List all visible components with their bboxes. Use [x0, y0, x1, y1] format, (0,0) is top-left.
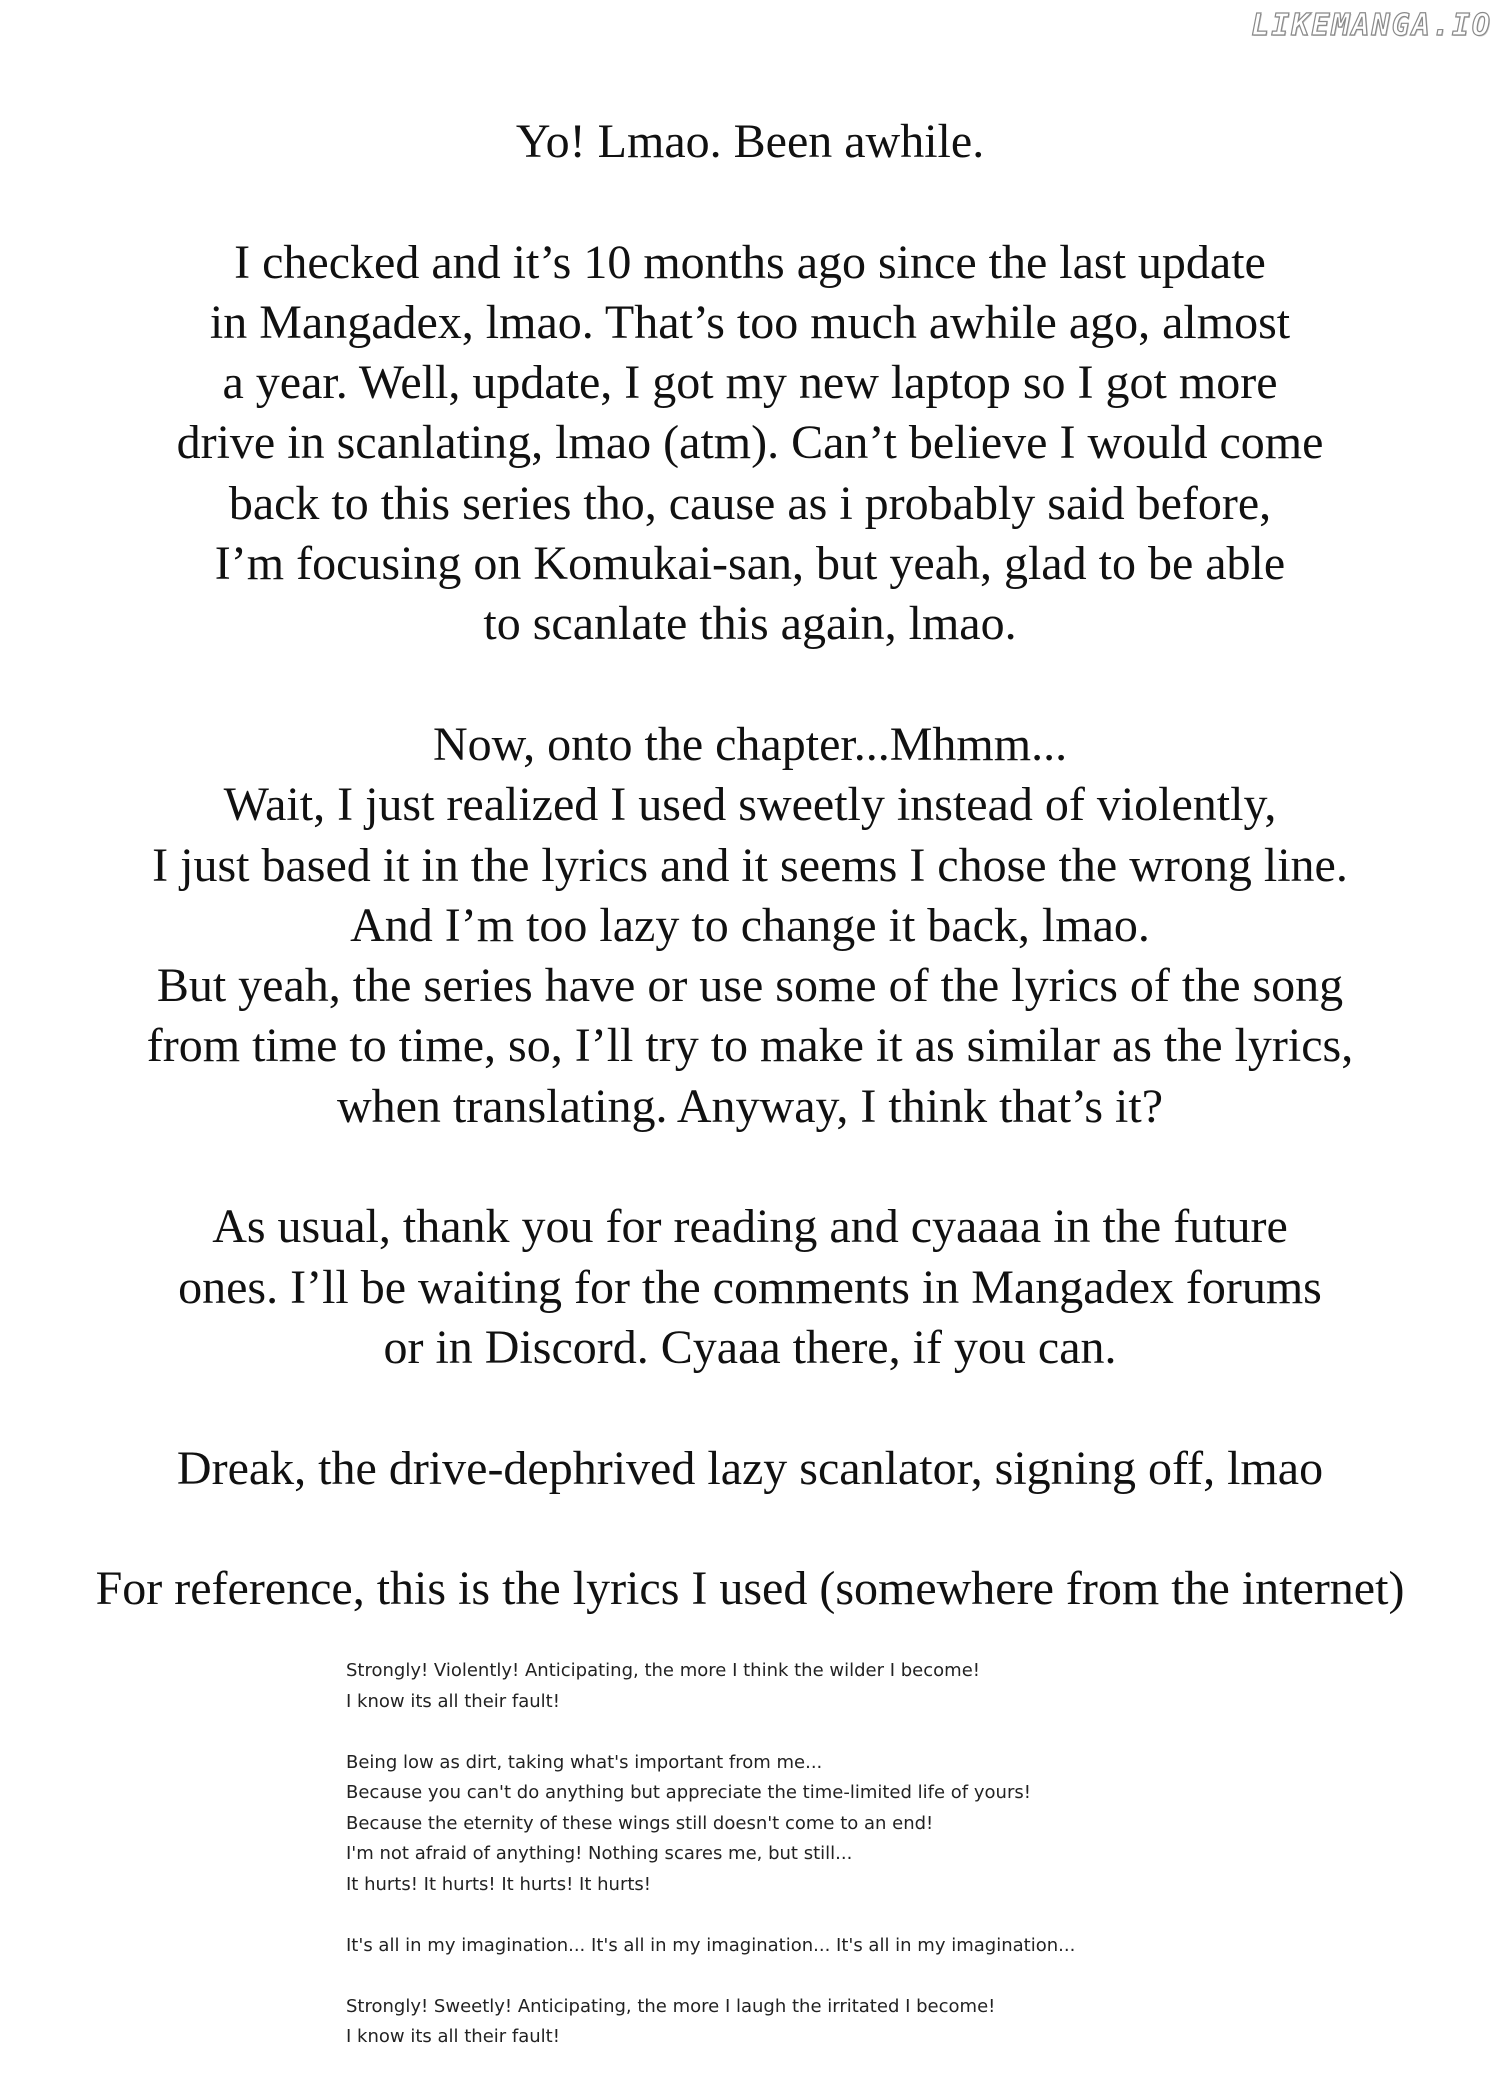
lyrics-line: I know its all their fault! [346, 1690, 560, 1712]
lyrics-line: I know its all their fault! [346, 2026, 560, 2047]
note-line: Dreak, the drive-dephrived lazy scanlator, signing off, lmao [176, 1441, 1324, 1495]
note-line: I checked and it’s 10 months ago since the last update [234, 235, 1266, 289]
lyrics-line: Because the eternity of these wings still doesn't come to an end! [346, 1812, 934, 1834]
lyrics-line: I'm not afraid of anything! Nothing scares me, but still... [346, 1843, 853, 1864]
note-line: in Mangadex, lmao. That’s too much awhile ago, almost [209, 295, 1291, 349]
note-paragraph-update [0, 233, 1500, 655]
lyrics-stanza [346, 1748, 1206, 1901]
note-line: to scanlate this again, lmao. [483, 597, 1017, 651]
lyrics-line: Being low as dirt, taking what's important from me... [346, 1751, 823, 1773]
note-paragraph-reference [0, 1559, 1500, 1619]
note-line: Now, onto the chapter...Mhmm... [432, 717, 1068, 771]
lyrics-excerpt [346, 1656, 1206, 2053]
note-line: I just based it in the lyrics and it seems I chose the wrong line. [152, 838, 1348, 892]
watermark-logo: LIKEMANGA.IO [1251, 8, 1492, 43]
note-line: ones. I’ll be waiting for the comments in Mangadex forums [178, 1260, 1322, 1314]
lyrics-stanza [346, 1931, 1206, 1962]
note-line: For reference, this is the lyrics I used (somewhere from the internet) [95, 1562, 1405, 1616]
note-line: But yeah, the series have or use some of the lyrics of the song [156, 959, 1344, 1013]
lyrics-line: Because you can't do anything but appreciate the time-limited life of yours! [346, 1782, 1031, 1803]
note-line: from time to time, so, I’ll try to make it as similar as the lyrics, [146, 1019, 1354, 1073]
lyrics-line: Strongly! Sweetly! Anticipating, the more I laugh the irritated I become! [346, 1995, 996, 2017]
note-paragraph-chapter [0, 715, 1500, 1137]
note-line: or in Discord. Cyaaa there, if you can. [383, 1320, 1117, 1374]
note-line: when translating. Anyway, I think that’s it? [336, 1079, 1164, 1133]
note-line: I’m focusing on Komukai-san, but yeah, glad to be able [214, 537, 1286, 591]
translator-note [0, 112, 1500, 1619]
note-line: back to this series tho, cause as i probably said before, [228, 476, 1272, 530]
note-paragraph-greeting [0, 112, 1500, 172]
lyrics-stanza [346, 1992, 1206, 2053]
note-paragraph-thanks [0, 1197, 1500, 1378]
note-paragraph-signoff [0, 1439, 1500, 1499]
lyrics-line: Strongly! Violently! Anticipating, the more I think the wilder I become! [346, 1660, 980, 1681]
lyrics-line: It hurts! It hurts! It hurts! It hurts! [346, 1873, 651, 1895]
note-line: a year. Well, update, I got my new laptop so I got more [222, 356, 1278, 410]
note-line: Yo! Lmao. Been awhile. [515, 115, 985, 168]
note-line: drive in scanlating, lmao (atm). Can’t believe I would come [176, 416, 1324, 470]
lyrics-line: It's all in my imagination... It's all in my imagination... It's all in my imagination... [346, 1934, 1076, 1956]
note-line: And I’m too lazy to change it back, lmao. [350, 898, 1150, 952]
note-line: As usual, thank you for reading and cyaaaa in the future [212, 1200, 1288, 1254]
note-line: Wait, I just realized I used sweetly instead of violently, [223, 778, 1277, 832]
lyrics-stanza [346, 1656, 1206, 1717]
